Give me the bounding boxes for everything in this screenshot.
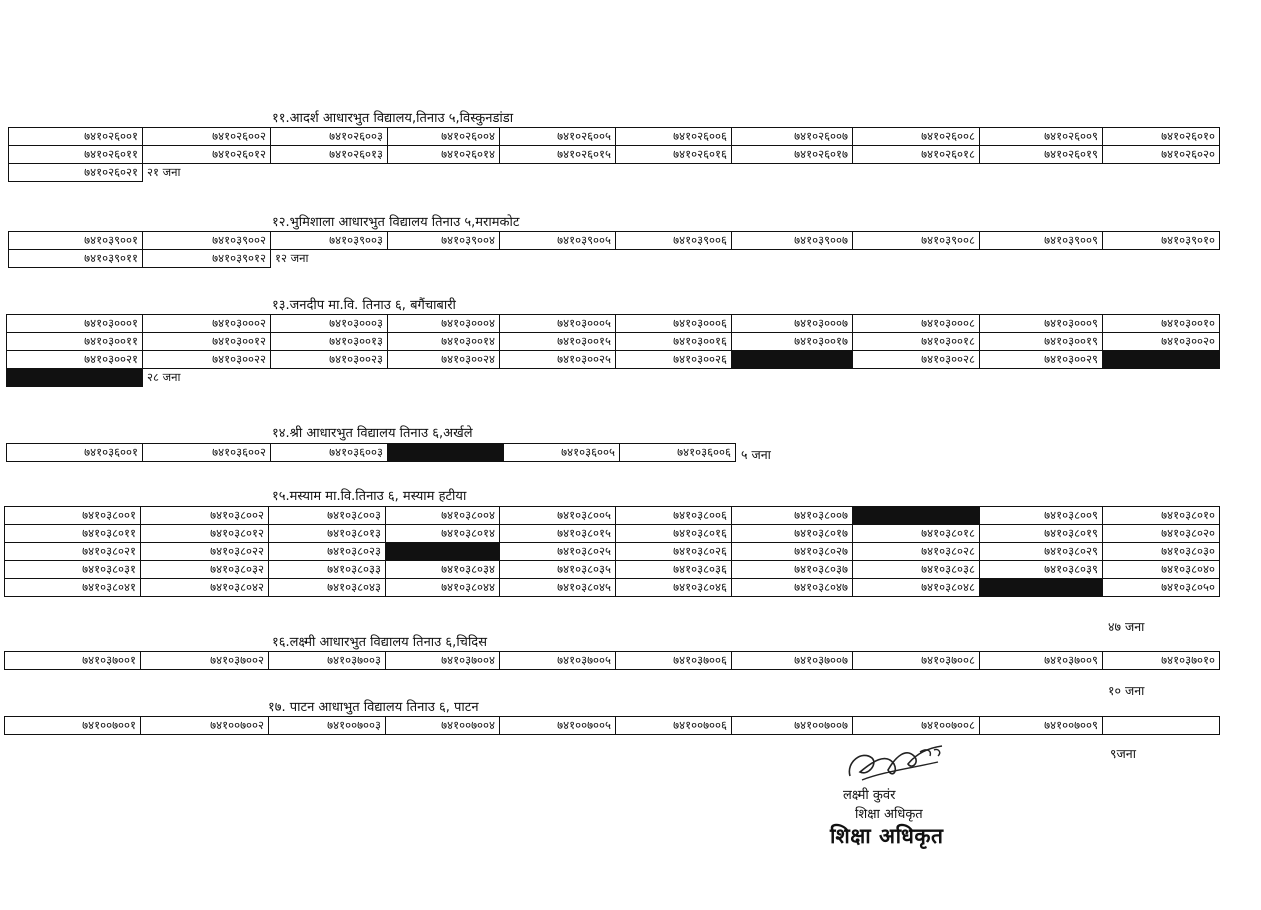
- count-label: ५ जना: [741, 447, 771, 462]
- redacted-cell: [386, 543, 500, 561]
- roll-cell: ७४१०३९००८: [853, 232, 980, 250]
- roll-cell: ७४१०३६००२: [143, 444, 271, 462]
- roll-cell: ७४१०३८०२१: [5, 543, 141, 561]
- roll-cell: ७४१०३८०२७: [732, 543, 853, 561]
- roll-table: [8, 127, 1220, 182]
- roll-cell: ७४१०३८०२५: [500, 543, 616, 561]
- roll-cell: ७४१०३८०५०: [1103, 579, 1220, 597]
- roll-cell: ७४१०३७००७: [732, 652, 853, 670]
- section-heading: १४.श्री आधारभुत विद्यालय तिनाउ ६,अर्खले: [272, 426, 473, 441]
- roll-cell: ७४१०३८०३९: [980, 561, 1103, 579]
- roll-cell: ७४१०३८०४४: [386, 579, 500, 597]
- roll-cell: ७४१०३७००९: [980, 652, 1103, 670]
- roll-cell: ७४१०३८००६: [616, 507, 732, 525]
- roll-cell: ७४१०३८००५: [500, 507, 616, 525]
- roll-cell: ७४१००७००७: [732, 717, 853, 735]
- roll-cell: ७४१०३००२९: [980, 351, 1103, 369]
- section-heading: ११.आदर्श आधारभुत विद्यालय,तिनाउ ५,विस्कुनडांडा: [272, 111, 514, 126]
- roll-cell: ७४१०३८०१९: [980, 525, 1103, 543]
- roll-cell: ७४१००७००४: [386, 717, 500, 735]
- roll-cell: ७४१०३८०४६: [616, 579, 732, 597]
- roll-cell: ७४१०३८०३२: [141, 561, 269, 579]
- count-label: १२ जना: [275, 251, 309, 266]
- roll-cell: ७४१०३०००४: [388, 315, 500, 333]
- roll-cell: ७४१०३८०११: [5, 525, 141, 543]
- roll-cell: ७४१०२६००६: [616, 128, 732, 146]
- roll-cell: ७४१०३६००३: [271, 444, 388, 462]
- roll-cell: ७४१०२६०२१: [9, 164, 143, 182]
- roll-cell: ७४१०३७००२: [141, 652, 269, 670]
- roll-cell: ७४१०३००२८: [853, 351, 980, 369]
- office-stamp: शिक्षा अधिकृत: [830, 824, 944, 848]
- roll-cell: ७४१०३०००५: [500, 315, 616, 333]
- roll-cell: ७४१००७००३: [269, 717, 386, 735]
- redacted-cell: [7, 369, 143, 387]
- roll-cell: ७४१०२६०१६: [616, 146, 732, 164]
- roll-cell: ७४१०३००१५: [500, 333, 616, 351]
- signatory-name: लक्ष्मी कुवंर: [843, 788, 896, 803]
- section-heading: १३.जनदीप मा.वि. तिनाउ ६, बगैंचाबारी: [272, 298, 456, 313]
- roll-cell: ७४१०३७००४: [386, 652, 500, 670]
- roll-cell: ७४१०३७००८: [853, 652, 980, 670]
- roll-cell: ७४१०३८०१५: [500, 525, 616, 543]
- roll-cell: ७४१०३००१८: [853, 333, 980, 351]
- section-heading: १२.भुमिशाला आधारभुत विद्यालय तिनाउ ५,मरामकोट: [272, 215, 520, 230]
- roll-cell: ७४१०३८०४५: [500, 579, 616, 597]
- handwritten-signature: [842, 742, 952, 790]
- roll-cell: ७४१०३०००३: [271, 315, 388, 333]
- roll-cell: ७४१०३७००६: [616, 652, 732, 670]
- roll-cell: [1103, 717, 1220, 735]
- roll-cell: ७४१०३८०२२: [141, 543, 269, 561]
- roll-cell: ७४१०३८०२९: [980, 543, 1103, 561]
- roll-cell: ७४१०३९००७: [732, 232, 853, 250]
- roll-cell: ७४१०२६०१२: [143, 146, 271, 164]
- roll-cell: ७४१०३८०१०: [1103, 507, 1220, 525]
- roll-cell: ७४१०२६००७: [732, 128, 853, 146]
- roll-cell: ७४१०३८०३१: [5, 561, 141, 579]
- roll-cell: ७४१०३८००४: [386, 507, 500, 525]
- roll-cell: ७४१०३८००७: [732, 507, 853, 525]
- roll-cell: ७४१०३९००१: [9, 232, 143, 250]
- roll-cell: ७४१०३००११: [7, 333, 143, 351]
- roll-cell: ७४१०३८००२: [141, 507, 269, 525]
- roll-cell: ७४१०३९००६: [616, 232, 732, 250]
- roll-cell: ७४१०३०००८: [853, 315, 980, 333]
- roll-cell: ७४१०३००२४: [388, 351, 500, 369]
- roll-cell: ७४१०३७००३: [269, 652, 386, 670]
- roll-cell: ७४१०३८०१८: [853, 525, 980, 543]
- roll-table: [6, 314, 1220, 387]
- roll-cell: ७४१०२६०२०: [1103, 146, 1220, 164]
- roll-cell: ७४१०३००१३: [271, 333, 388, 351]
- roll-cell: ७४१०३००२६: [616, 351, 732, 369]
- roll-cell: ७४१०२६०१०: [1103, 128, 1220, 146]
- roll-cell: ७४१०३००१४: [388, 333, 500, 351]
- roll-cell: ७४१०३८००१: [5, 507, 141, 525]
- roll-cell: ७४१०३८०२०: [1103, 525, 1220, 543]
- roll-cell: ७४१०२६०१८: [853, 146, 980, 164]
- roll-cell: ७४१०२६००३: [271, 128, 388, 146]
- roll-cell: ७४१०३९००५: [500, 232, 616, 250]
- roll-table: [8, 231, 1220, 268]
- section-heading: १५.मस्याम मा.वि.तिनाउ ६, मस्याम हटीया: [272, 489, 467, 504]
- roll-cell: ७४१०३००१२: [143, 333, 271, 351]
- roll-table: [4, 651, 1220, 670]
- roll-cell: ७४१०३०००९: [980, 315, 1103, 333]
- roll-cell: ७४१०३८०३७: [732, 561, 853, 579]
- roll-cell: ७४१०३०००१: [7, 315, 143, 333]
- roll-cell: ७४१०३८००३: [269, 507, 386, 525]
- roll-cell: ७४१०३०००२: [143, 315, 271, 333]
- roll-cell: ७४१०२६०१३: [271, 146, 388, 164]
- roll-cell: ७४१०३८०३४: [386, 561, 500, 579]
- roll-cell: ७४१०३६००५: [504, 444, 620, 462]
- roll-cell: ७४१०३८०१७: [732, 525, 853, 543]
- roll-cell: ७४१०३००१७: [732, 333, 853, 351]
- roll-cell: ७४१०३७०१०: [1103, 652, 1220, 670]
- roll-cell: ७४१०३००२५: [500, 351, 616, 369]
- roll-cell: ७४१०३८०४७: [732, 579, 853, 597]
- roll-cell: ७४१०३८०२८: [853, 543, 980, 561]
- count-label: २८ जना: [147, 370, 181, 385]
- roll-cell: ७४१०३००२२: [143, 351, 271, 369]
- roll-cell: ७४१०३८०४८: [853, 579, 980, 597]
- roll-cell: ७४१०३९००४: [388, 232, 500, 250]
- roll-table: [4, 506, 1220, 597]
- roll-cell: ७४१०३६००६: [620, 444, 736, 462]
- roll-cell: ७४१०३००१०: [1103, 315, 1220, 333]
- roll-cell: ७४१०३८०३६: [616, 561, 732, 579]
- roll-cell: ७४१००७००९: [980, 717, 1103, 735]
- roll-table: [4, 716, 1220, 735]
- roll-cell: ७४१०२६००१: [9, 128, 143, 146]
- roll-cell: ७४१०३००१६: [616, 333, 732, 351]
- count-label: ९जना: [1110, 746, 1136, 761]
- roll-cell: ७४१०३८०१४: [386, 525, 500, 543]
- roll-cell: ७४१०३००२१: [7, 351, 143, 369]
- roll-cell: ७४१०३८०४१: [5, 579, 141, 597]
- roll-cell: ७४१०३९०१२: [143, 250, 271, 268]
- roll-cell: ७४१०३९०११: [9, 250, 143, 268]
- roll-cell: ७४१०२६०१५: [500, 146, 616, 164]
- roll-cell: ७४१०३८०२३: [269, 543, 386, 561]
- roll-cell: ७४१०२६००२: [143, 128, 271, 146]
- roll-cell: ७४१०३००२०: [1103, 333, 1220, 351]
- roll-cell: ७४१०३८०३०: [1103, 543, 1220, 561]
- roll-cell: ७४१००७००५: [500, 717, 616, 735]
- roll-cell: ७४१००७००२: [141, 717, 269, 735]
- redacted-cell: [853, 507, 980, 525]
- count-label: १० जना: [1108, 683, 1145, 698]
- roll-cell: ७४१००७००८: [853, 717, 980, 735]
- redacted-cell: [732, 351, 853, 369]
- roll-table: [6, 443, 736, 462]
- redacted-cell: [1103, 351, 1220, 369]
- roll-cell: ७४१०३८०१६: [616, 525, 732, 543]
- roll-cell: ७४१०३८०४३: [269, 579, 386, 597]
- roll-cell: ७४१०३८०१२: [141, 525, 269, 543]
- roll-cell: ७४१०३६००१: [7, 444, 143, 462]
- count-label: २१ जना: [147, 165, 181, 180]
- roll-cell: ७४१०२६०१७: [732, 146, 853, 164]
- signatory-title: शिक्षा अधिकृत: [855, 807, 923, 822]
- roll-cell: ७४१०३९००९: [980, 232, 1103, 250]
- roll-cell: ७४१०२६००४: [388, 128, 500, 146]
- roll-cell: ७४१०३००२३: [271, 351, 388, 369]
- roll-cell: ७४१०३८०३३: [269, 561, 386, 579]
- roll-cell: ७४१०३९०१०: [1103, 232, 1220, 250]
- roll-cell: ७४१०३८०४२: [141, 579, 269, 597]
- roll-cell: ७४१०३९००३: [271, 232, 388, 250]
- roll-cell: ७४१०२६००८: [853, 128, 980, 146]
- count-label: ४७ जना: [1108, 619, 1145, 634]
- roll-cell: ७४१००७००१: [5, 717, 141, 735]
- section-heading: १६.लक्ष्मी आधारभुत विद्यालय तिनाउ ६,चिदिस: [272, 635, 487, 650]
- roll-cell: ७४१०३९००२: [143, 232, 271, 250]
- roll-cell: ७४१०२६०१९: [980, 146, 1103, 164]
- roll-cell: ७४१०३०००६: [616, 315, 732, 333]
- roll-cell: ७४१०३८०३५: [500, 561, 616, 579]
- roll-cell: ७४१०३७००५: [500, 652, 616, 670]
- roll-cell: ७४१०३८००९: [980, 507, 1103, 525]
- roll-cell: ७४१०२६००५: [500, 128, 616, 146]
- roll-cell: ७४१०३८०३८: [853, 561, 980, 579]
- roll-cell: ७४१०३८०१३: [269, 525, 386, 543]
- roll-cell: ७४१०३००१९: [980, 333, 1103, 351]
- redacted-cell: [980, 579, 1103, 597]
- roll-cell: ७४१०३०००७: [732, 315, 853, 333]
- roll-cell: ७४१०३८०४०: [1103, 561, 1220, 579]
- roll-cell: ७४१०२६००९: [980, 128, 1103, 146]
- roll-cell: ७४१०२६०११: [9, 146, 143, 164]
- roll-cell: ७४१०३८०२६: [616, 543, 732, 561]
- roll-cell: ७४१००७००६: [616, 717, 732, 735]
- redacted-cell: [388, 444, 504, 462]
- roll-cell: ७४१०२६०१४: [388, 146, 500, 164]
- section-heading: १७. पाटन आधाभुत विद्यालय तिनाउ ६, पाटन: [268, 700, 479, 715]
- roll-cell: ७४१०३७००१: [5, 652, 141, 670]
